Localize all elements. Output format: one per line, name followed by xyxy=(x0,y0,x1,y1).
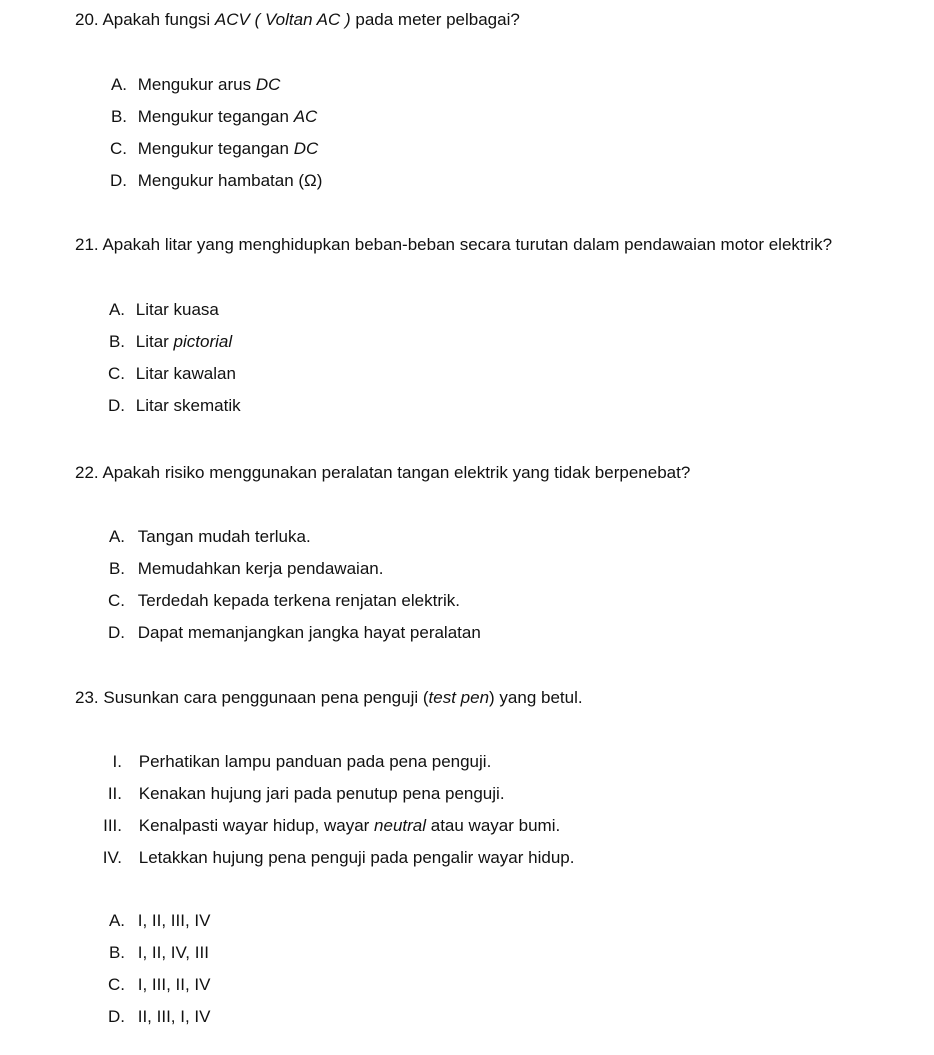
step-iv xyxy=(90,848,574,868)
step-i xyxy=(90,752,491,772)
option-label: A. xyxy=(110,75,127,94)
option-21-b[interactable] xyxy=(103,332,232,352)
option-label: B. xyxy=(108,559,125,578)
option-text: Litar xyxy=(135,332,174,351)
option-label: A. xyxy=(108,300,125,319)
step-ii xyxy=(90,784,505,804)
step-text: Letakkan hujung pena penguji pada pengalir wayar hidup. xyxy=(138,848,575,867)
option-21-d[interactable] xyxy=(103,396,241,416)
option-label: D. xyxy=(108,1007,125,1026)
step-label: I. xyxy=(112,752,122,771)
step-text: Kenakan hujung jari pada penutup pena penguji. xyxy=(138,784,505,803)
option-23-d[interactable] xyxy=(103,1007,210,1027)
step-iii xyxy=(90,816,560,836)
option-text: Mengukur tegangan xyxy=(137,107,294,126)
option-text: II, III, I, IV xyxy=(137,1007,211,1026)
option-22-a[interactable] xyxy=(103,527,311,547)
option-20-d[interactable] xyxy=(105,171,322,191)
question-text-italic: ACV ( Voltan AC ) xyxy=(214,10,351,29)
question-text: Apakah litar yang menghidupkan beban-beban secara turutan dalam pendawaian motor elektrik? xyxy=(102,235,833,254)
option-text: Litar kuasa xyxy=(135,300,219,319)
question-20 xyxy=(75,10,520,30)
step-text-italic: neutral xyxy=(374,816,427,835)
option-label: C. xyxy=(108,364,125,383)
option-text: Litar skematik xyxy=(135,396,241,415)
option-label: A. xyxy=(108,911,125,930)
option-text: I, II, IV, III xyxy=(137,943,209,962)
option-20-c[interactable] xyxy=(105,139,318,159)
question-23 xyxy=(75,688,583,708)
question-number: 23. xyxy=(75,688,99,707)
option-text: Mengukur hambatan (Ω) xyxy=(137,171,323,190)
question-21 xyxy=(75,235,832,255)
option-20-a[interactable] xyxy=(105,75,280,95)
option-label: B. xyxy=(108,332,125,351)
option-20-b[interactable] xyxy=(105,107,317,127)
question-number: 20. xyxy=(75,10,99,29)
option-label: A. xyxy=(108,527,125,546)
option-text: Mengukur arus xyxy=(137,75,256,94)
step-label: III. xyxy=(103,816,122,835)
option-label: C. xyxy=(108,591,125,610)
step-text: Kenalpasti wayar hidup, wayar xyxy=(138,816,375,835)
option-text: Dapat memanjangkan jangka hayat peralatan xyxy=(137,623,481,642)
step-text: Perhatikan lampu panduan pada pena penguji. xyxy=(138,752,492,771)
option-label: C. xyxy=(108,975,125,994)
question-text-end: ) yang betul. xyxy=(489,688,583,707)
option-text: I, II, III, IV xyxy=(137,911,211,930)
option-23-b[interactable] xyxy=(103,943,209,963)
option-label: C. xyxy=(110,139,127,158)
option-label: B. xyxy=(108,943,125,962)
question-22 xyxy=(75,463,690,483)
option-text-italic: DC xyxy=(255,75,281,94)
question-text: Susunkan cara penggunaan pena penguji ( xyxy=(103,688,429,707)
option-text: I, III, II, IV xyxy=(137,975,211,994)
step-label: IV. xyxy=(102,848,122,867)
step-label: II. xyxy=(107,784,122,803)
step-text-end: atau wayar bumi. xyxy=(426,816,561,835)
option-label: D. xyxy=(108,623,125,642)
option-21-a[interactable] xyxy=(103,300,219,320)
question-number: 22. xyxy=(75,463,99,482)
option-22-b[interactable] xyxy=(103,559,383,579)
question-number: 21. xyxy=(75,235,99,254)
option-23-c[interactable] xyxy=(103,975,210,995)
question-text: Apakah fungsi xyxy=(102,10,215,29)
option-label: B. xyxy=(110,107,127,126)
question-text-end: pada meter pelbagai? xyxy=(350,10,520,29)
option-text: Terdedah kepada terkena renjatan elektrik. xyxy=(137,591,460,610)
question-text: Apakah risiko menggunakan peralatan tangan elektrik yang tidak berpenebat? xyxy=(102,463,691,482)
option-text-italic: pictorial xyxy=(173,332,233,351)
option-22-d[interactable] xyxy=(103,623,481,643)
option-text: Tangan mudah terluka. xyxy=(137,527,311,546)
question-text-italic: test pen xyxy=(428,688,490,707)
option-label: D. xyxy=(110,171,127,190)
option-21-c[interactable] xyxy=(103,364,236,384)
option-22-c[interactable] xyxy=(103,591,460,611)
option-text: Mengukur tegangan xyxy=(137,139,294,158)
option-text-italic: AC xyxy=(293,107,318,126)
option-text: Memudahkan kerja pendawaian. xyxy=(137,559,384,578)
option-text: Litar kawalan xyxy=(135,364,236,383)
option-label: D. xyxy=(108,396,125,415)
option-23-a[interactable] xyxy=(103,911,210,931)
option-text-italic: DC xyxy=(293,139,319,158)
